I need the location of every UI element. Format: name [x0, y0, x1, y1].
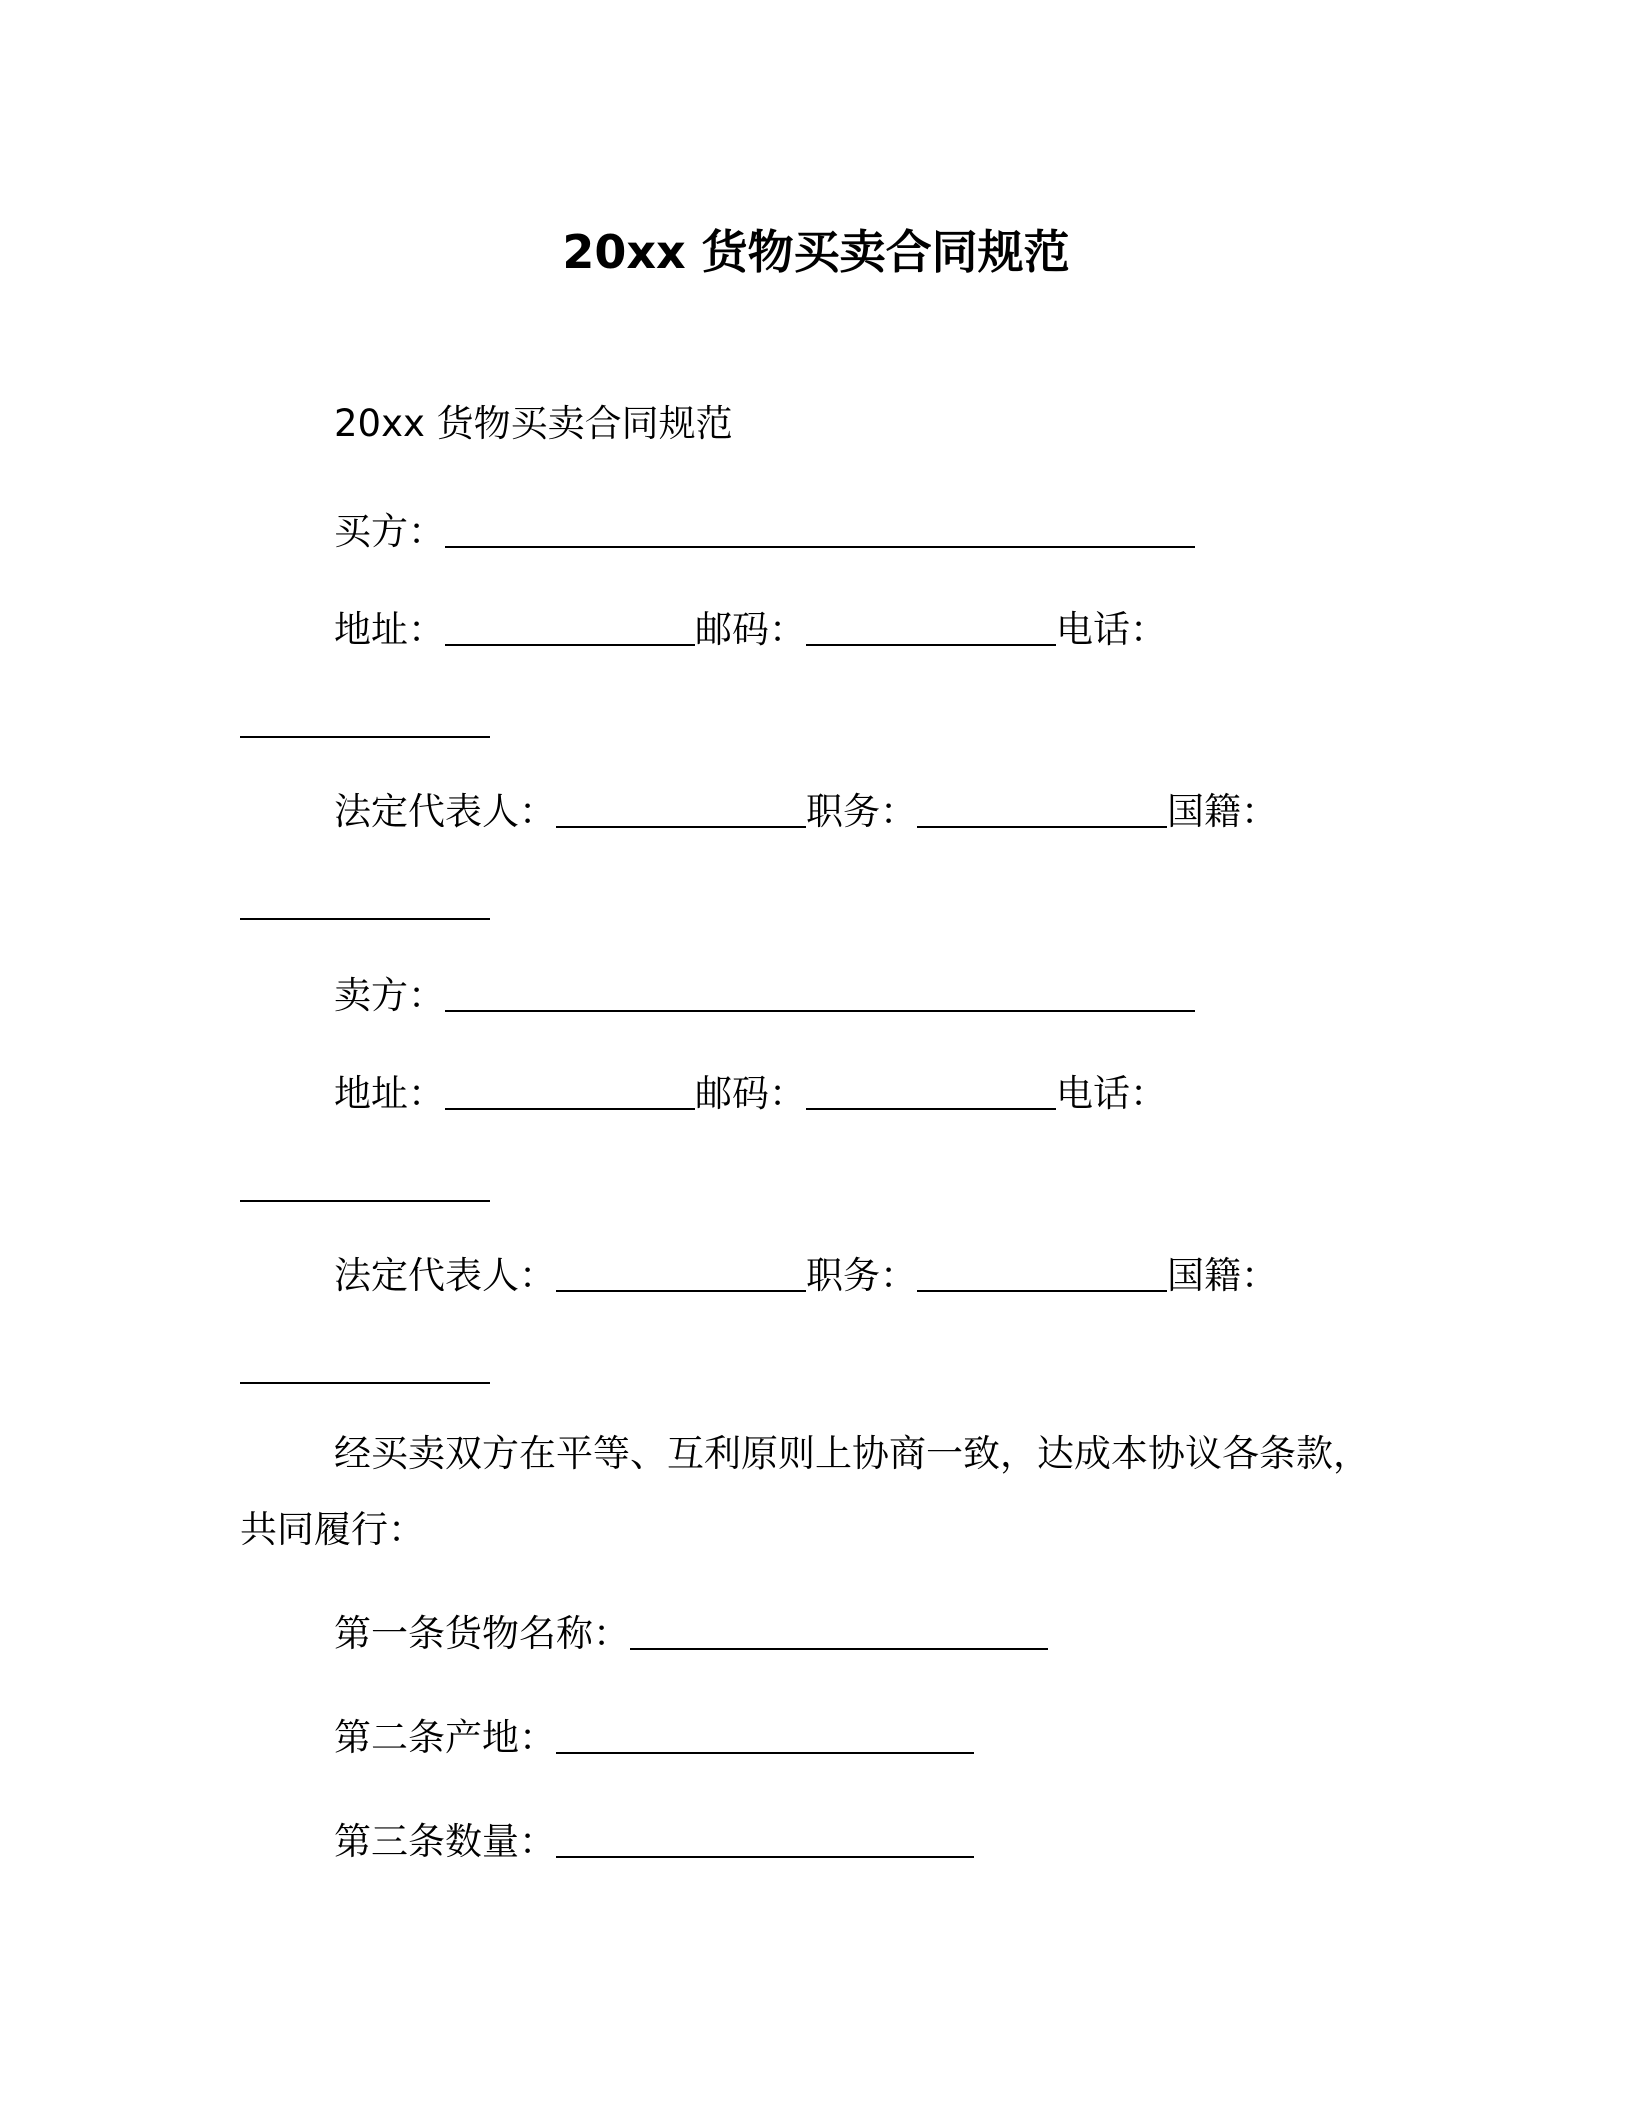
seller-postcode-blank [806, 1107, 1056, 1110]
seller-postcode-label: 邮码： [695, 1072, 806, 1115]
buyer-rep-row [334, 788, 1278, 836]
seller-row [334, 972, 1195, 1020]
buyer-position-label: 职务： [806, 790, 917, 833]
seller-address-blank [445, 1107, 695, 1110]
buyer-address-blank [445, 643, 695, 646]
clause-origin-blank [556, 1751, 974, 1754]
seller-phone-label: 电话： [1056, 1072, 1167, 1115]
clause-goods-name-blank [630, 1647, 1048, 1650]
buyer-position-blank [917, 825, 1167, 828]
buyer-row [334, 508, 1195, 556]
clause-quantity-row [334, 1818, 974, 1866]
page-title: 20xx 货物买卖合同规范 [562, 225, 1070, 279]
seller-position-blank [917, 1289, 1167, 1292]
clause-quantity-label: 第三条数量： [334, 1820, 556, 1863]
buyer-blank [445, 545, 1195, 548]
seller-address-label: 地址： [334, 1072, 445, 1115]
seller-blank [445, 1009, 1195, 1012]
buyer-address-label: 地址： [334, 608, 445, 651]
seller-phone-row [240, 1162, 490, 1210]
agreement-line-1: 经买卖双方在平等、互利原则上协商一致，达成本协议各条款， [334, 1432, 1370, 1475]
buyer-phone-label: 电话： [1056, 608, 1167, 651]
buyer-postcode-label: 邮码： [695, 608, 806, 651]
buyer-nationality-label: 国籍： [1167, 790, 1278, 833]
agreement-line-2: 共同履行： [240, 1508, 425, 1551]
buyer-address-row [334, 606, 1167, 654]
buyer-phone-row [240, 698, 490, 746]
seller-nationality-blank [240, 1381, 490, 1384]
seller-legal-rep-label: 法定代表人： [334, 1254, 556, 1297]
seller-phone-blank [240, 1199, 490, 1202]
buyer-phone-blank [240, 735, 490, 738]
clause-quantity-blank [556, 1855, 974, 1858]
clause-origin-label: 第二条产地： [334, 1716, 556, 1759]
buyer-legal-rep-label: 法定代表人： [334, 790, 556, 833]
buyer-legal-rep-blank [556, 825, 806, 828]
clause-goods-name-label: 第一条货物名称： [334, 1612, 630, 1655]
seller-label: 卖方： [334, 974, 445, 1017]
seller-legal-rep-blank [556, 1289, 806, 1292]
buyer-nationality-row [240, 880, 490, 928]
seller-rep-row [334, 1252, 1278, 1300]
clause-origin-row [334, 1714, 974, 1762]
clause-goods-name-row [334, 1610, 1048, 1658]
seller-nationality-label: 国籍： [1167, 1254, 1278, 1297]
buyer-label: 买方： [334, 510, 445, 553]
seller-nationality-row [240, 1344, 490, 1392]
document-subtitle: 20xx 货物买卖合同规范 [334, 402, 733, 445]
seller-position-label: 职务： [806, 1254, 917, 1297]
buyer-postcode-blank [806, 643, 1056, 646]
buyer-nationality-blank [240, 917, 490, 920]
seller-address-row [334, 1070, 1167, 1118]
